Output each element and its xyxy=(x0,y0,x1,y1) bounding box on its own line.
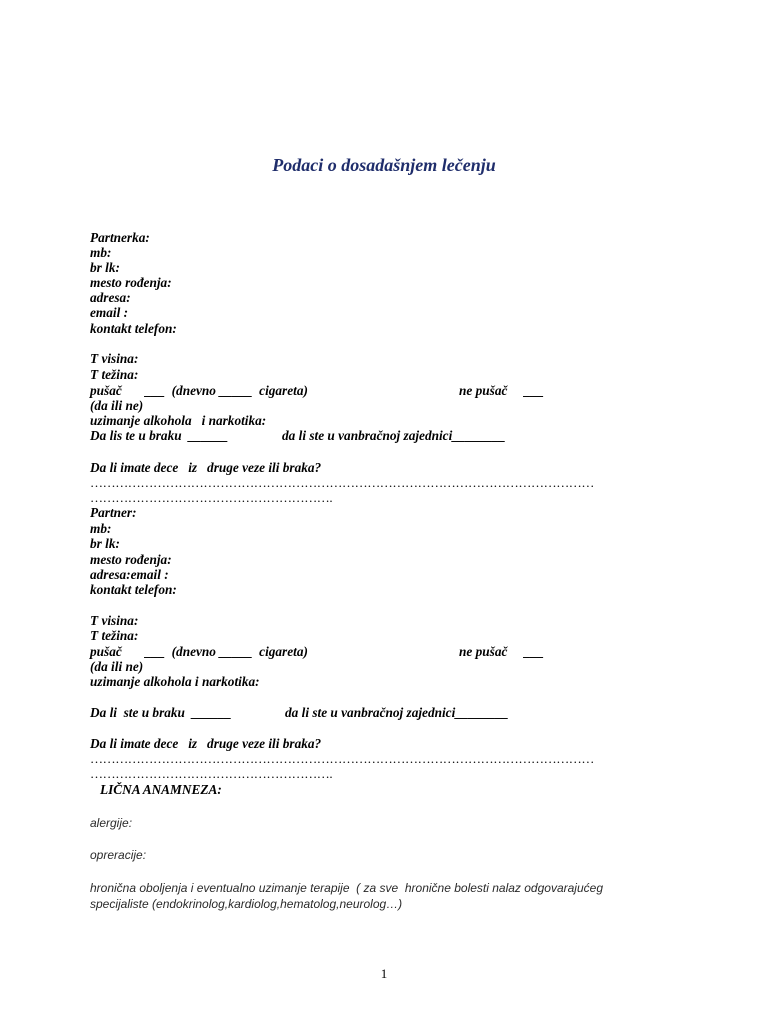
partnerka-email-label: email : xyxy=(90,305,129,320)
partnerka-birthplace-label: mesto rođenja: xyxy=(90,275,172,290)
partnerka-phone-label: kontakt telefon: xyxy=(90,321,177,336)
partner-answer-dots-1: ………………………………………………………………………………………………………… xyxy=(90,751,595,766)
partnerka-partnership-field: da li ste u vanbračnoj zajednici________ xyxy=(282,428,506,443)
partnerka-marriage-field: Da lis te u braku ______ xyxy=(90,428,229,443)
operations-label: opreracije: xyxy=(90,848,147,862)
partnerka-heading: Partnerka: xyxy=(90,230,150,245)
partner-brlk-label: br lk: xyxy=(90,536,120,551)
page-title: Podaci o dosadašnjem lečenju xyxy=(272,155,496,175)
partner-height-label: T visina: xyxy=(90,613,139,628)
partnerka-yesno-hint: (da ili ne) xyxy=(90,398,144,413)
partner-children-question: Da li imate dece iz druge veze ili braka? xyxy=(90,736,322,751)
chronic-diseases-line-2: specijaliste (endokrinolog,kardiolog,hematolog,neurolog…) xyxy=(90,897,403,911)
partner-yesno-hint: (da ili ne) xyxy=(90,659,144,674)
partner-mb-label: mb: xyxy=(90,521,112,536)
page-number: 1 xyxy=(380,966,388,981)
partner-birthplace-label: mesto rođenja: xyxy=(90,552,172,567)
partnerka-height-label: T visina: xyxy=(90,351,139,366)
partner-marriage-field: Da li ste u braku ______ xyxy=(90,705,232,720)
partnerka-mb-label: mb: xyxy=(90,245,112,260)
partnerka-alcohol-label: uzimanje alkohola i narkotika: xyxy=(90,413,267,428)
partnerka-smoker-field: pušač ___ (dnevno _____ cigareta) xyxy=(90,383,308,398)
partnerka-weight-label: T težina: xyxy=(90,367,139,382)
allergies-label: alergije: xyxy=(90,816,133,830)
partner-heading: Partner: xyxy=(90,505,137,520)
partner-address-email-label: adresa:email : xyxy=(90,567,169,582)
partner-smoker-field: pušač ___ (dnevno _____ cigareta) xyxy=(90,644,308,659)
partnerka-nonsmoker-field: ne pušač ___ xyxy=(459,383,544,398)
partner-answer-dots-2: …………………………………………………. xyxy=(90,766,333,781)
partnerka-address-label: adresa: xyxy=(90,290,131,305)
partnerka-answer-dots-1: ………………………………………………………………………………………………………… xyxy=(90,475,595,490)
personal-anamnesis-heading: LIČNA ANAMNEZA: xyxy=(90,782,222,797)
partner-nonsmoker-field: ne pušač ___ xyxy=(459,644,544,659)
partner-phone-label: kontakt telefon: xyxy=(90,582,177,597)
partner-partnership-field: da li ste u vanbračnoj zajednici________ xyxy=(285,705,509,720)
partner-weight-label: T težina: xyxy=(90,628,139,643)
partnerka-answer-dots-2: …………………………………………………. xyxy=(90,490,333,505)
partnerka-brlk-label: br lk: xyxy=(90,260,120,275)
partner-alcohol-label: uzimanje alkohola i narkotika: xyxy=(90,674,260,689)
partnerka-children-question: Da li imate dece iz druge veze ili braka? xyxy=(90,460,322,475)
chronic-diseases-line-1: hronična oboljenja i eventualno uzimanje terapije ( za sve hronične bolesti nalaz odgovarajućeg xyxy=(90,881,603,895)
